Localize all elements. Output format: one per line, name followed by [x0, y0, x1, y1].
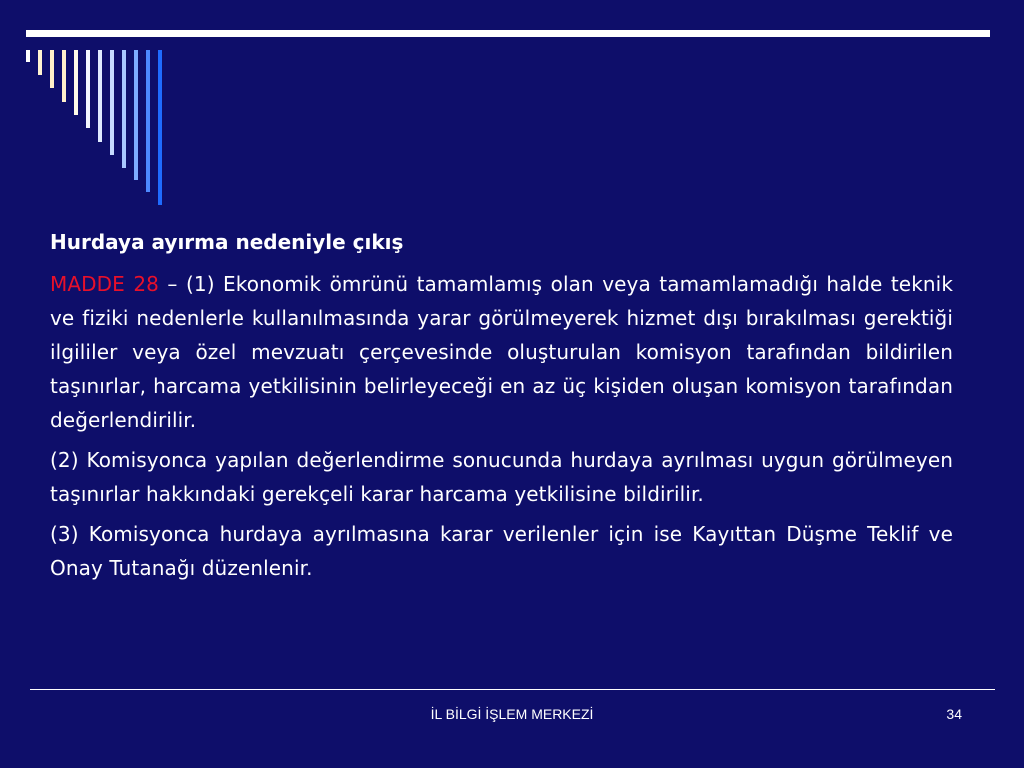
decor-bar [146, 50, 150, 192]
paragraph-1 [50, 267, 953, 437]
paragraph-1-text: – (1) Ekonomik ömrünü tamamlamış olan veya tamamlamadığı halde teknik ve fiziki nedenlerle kullanılmasında yarar görülmeyerek hizmet dışı bırakılması gerektiği ilgililer veya özel mevzuatı çerçevesinde oluşturulan komisyon tarafından bildirilen taşınırlar, harcama yetkilisinin belirleyeceği en az üç kişiden oluşan komisyon tarafından değerlendirilir. [50, 272, 953, 432]
decor-bar [122, 50, 126, 168]
decor-bar [38, 50, 42, 75]
page-number: 34 [946, 706, 962, 722]
decor-bar [158, 50, 162, 205]
decor-bar [50, 50, 54, 88]
decor-bar [62, 50, 66, 102]
paragraph-3: (3) Komisyonca hurdaya ayrılmasına karar verilenler için ise Kayıttan Düşme Teklif ve Onay Tutanağı düzenlenir. [50, 522, 953, 580]
decor-bar [134, 50, 138, 180]
decor-bar [110, 50, 114, 155]
decor-bar [98, 50, 102, 142]
bottom-divider [30, 689, 995, 690]
paragraph-2: (2) Komisyonca yapılan değerlendirme sonucunda hurdaya ayrılması uygun görülmeyen taşınırlar hakkındaki gerekçeli karar harcama yetkilisine bildirilir. [50, 448, 953, 506]
footer-title: İL BİLGİ İŞLEM MERKEZİ [430, 706, 594, 722]
article-label: MADDE 28 [50, 272, 159, 296]
slide-body [50, 267, 953, 591]
decor-bar [26, 50, 30, 62]
decor-bar [86, 50, 90, 128]
decor-bar [74, 50, 78, 115]
decorative-bars [0, 0, 200, 220]
slide-title: Hurdaya ayırma nedeniyle çıkış [50, 230, 404, 254]
